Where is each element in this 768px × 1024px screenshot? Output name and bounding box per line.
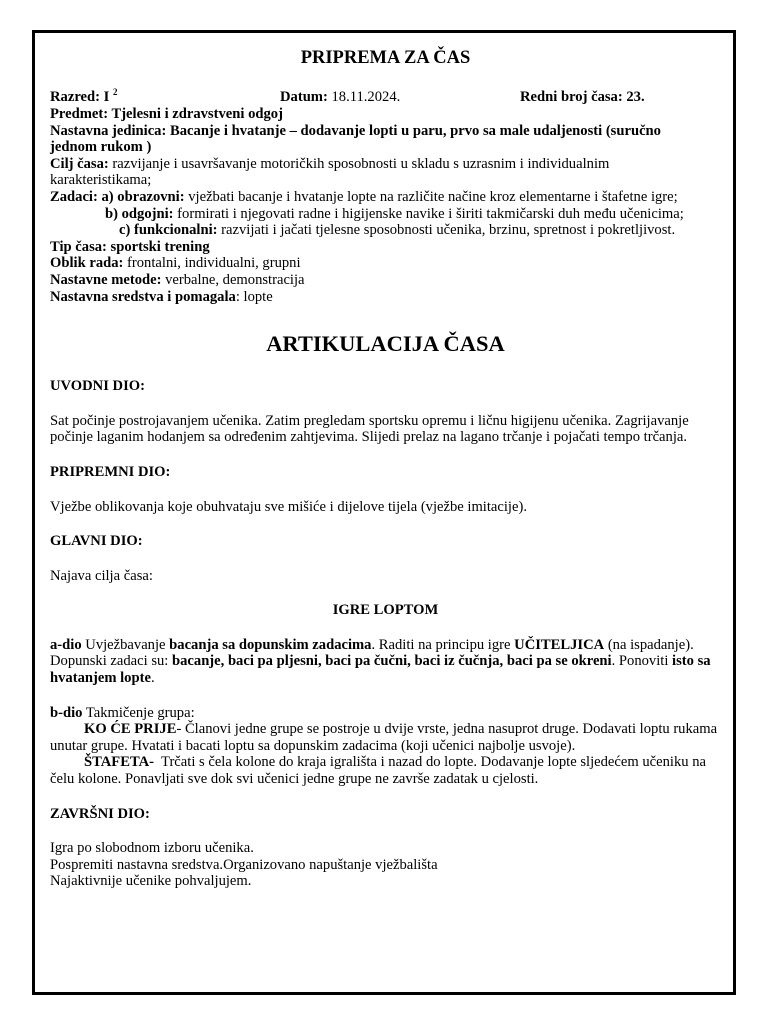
a-dio-bold: bacanje, baci pa pljesni, baci pa čučni, baci iz čučnja, baci pa se okreni — [172, 653, 612, 670]
zadaci-b-value: formirati i njegovati radne i higijenske navike i širiti takmičarski duh među učenicima; — [173, 205, 684, 222]
a-dio-text: . Raditi na principu igre — [371, 636, 515, 653]
spacer — [50, 515, 721, 533]
oblik-label: Oblik rada: — [50, 255, 124, 272]
a-dio-text: . Ponoviti — [611, 653, 673, 670]
zavrsni-heading: ZAVRŠNI DIO: — [50, 805, 150, 822]
zavrsni-line-3: Najaktivnije učenike pohvaljujem. — [50, 873, 252, 890]
sredstva-label: Nastavna sredstva i pomagala — [50, 288, 236, 305]
zadaci-a-label: a) obrazovni: — [97, 188, 185, 205]
jedinica-label: Nastavna jedinica: — [50, 122, 167, 139]
zavrsni-line-1: Igra po slobodnom izboru učenika. — [50, 840, 254, 857]
datum-label: Datum: — [280, 89, 328, 105]
a-dio-bold: bacanja sa dopunskim zadacima — [169, 636, 372, 653]
cilj-value: razvijanje i usavršavanje motoričkih sposobnosti u skladu s uzrasnim i individualnim — [108, 155, 610, 172]
spacer — [50, 446, 721, 464]
uvodni-text: Sat počinje postrojavanjem učenika. Zatim pregledam sportsku opremu i ličnu higijenu učenika. Zagrijavanje počinje laganim hodanjem sa određenim zahtjevima. Slijedi prelaz na lagano trčanje i pojačati tempo trčanja. — [50, 412, 689, 446]
glavni-intro: Najava cilja časa: — [50, 567, 153, 584]
a-dio-label: a-dio — [50, 636, 82, 653]
datum-value: 18.11.2024. — [327, 89, 401, 105]
tip-casa-line: Tip časa: sportski trening — [50, 238, 210, 255]
metode-value: verbalne, demonstracija — [161, 271, 305, 288]
page-border — [32, 30, 736, 995]
spacer — [50, 788, 721, 806]
a-dio-bold: isto sa hvatanjem lopte — [50, 653, 711, 687]
sredstva-value: : lopte — [235, 288, 273, 305]
nastavna-sredstva-line — [50, 289, 721, 306]
datum-field — [280, 89, 400, 106]
b-dio-line — [50, 705, 721, 722]
zadaci-b-line — [50, 206, 721, 223]
spacer — [50, 822, 721, 840]
artikulacija-title: ARTIKULACIJA ČASA — [266, 331, 505, 357]
razred-field — [50, 89, 117, 106]
spacer — [50, 481, 721, 499]
stafeta-paragraph — [50, 754, 721, 787]
razred-label: Razred: I — [50, 89, 110, 105]
a-dio-paragraph — [50, 637, 721, 687]
zadaci-c-label: c) funkcionalni: — [119, 222, 218, 239]
b-dio-text: Takmičenje grupa: — [82, 704, 195, 721]
document-title: PRIPREMA ZA ČAS — [300, 48, 471, 68]
predmet-label: Predmet: — [50, 106, 109, 122]
nastavna-jedinica-line — [50, 123, 721, 140]
oblik-value: frontalni, individualni, grupni — [123, 255, 301, 272]
glavni-heading: GLAVNI DIO: — [50, 533, 143, 550]
zadaci-b-label: b) odgojni: — [105, 205, 174, 222]
a-dio-bold: UČITELJICA — [514, 636, 605, 653]
razred-superscript: 2 — [112, 87, 118, 97]
spacer — [50, 550, 721, 568]
cilj-line — [50, 156, 721, 173]
spacer — [50, 687, 721, 705]
predmet-line — [50, 106, 721, 123]
metode-label: Nastavne metode: — [50, 271, 162, 288]
a-dio-text: (na ispadanje). Dopunski zadaci su: — [50, 636, 694, 670]
nastavna-jedinica-line-2: jednom rukom ) — [50, 139, 152, 156]
zadaci-a-line — [50, 189, 721, 206]
jedinica-value: Bacanje i hvatanje – dodavanje lopti u paru, prvo sa male udaljenosti (suručno — [166, 122, 661, 139]
pripremni-text: Vježbe oblikovanja koje obuhvataju sve mišiće i dijelove tijela (vježbe imitacije). — [50, 498, 527, 515]
cilj-label: Cilj časa: — [50, 155, 109, 172]
zadaci-c-line — [50, 222, 721, 239]
a-dio-text: Uvježbavanje — [81, 636, 170, 653]
a-dio-text: . — [150, 670, 155, 687]
spacer — [50, 395, 721, 413]
igre-loptom-title: IGRE LOPTOM — [332, 602, 439, 619]
ko-ce-prije-label: KO ĆE PRIJE — [84, 721, 177, 738]
predmet-value: Tjelesni i zdravstveni odgoj — [108, 106, 283, 122]
zavrsni-line-2: Pospremiti nastavna sredstva.Organizovano napuštanje vježbališta — [50, 856, 438, 873]
oblik-rada-line — [50, 255, 721, 272]
zadaci-c-value: razvijati i jačati tjelesne sposobnosti učenika, brzinu, spretnost i pokretljivost. — [217, 222, 676, 239]
uvodni-heading: UVODNI DIO: — [50, 378, 145, 395]
zadaci-a-value: vježbati bacanje i hvatanje lopte na različite načine kroz elementarne i štafetne igre; — [184, 188, 678, 205]
cilj-line-2: karakteristikama; — [50, 172, 152, 189]
zadaci-label: Zadaci: — [50, 188, 98, 205]
stafeta-text: Trčati s čela kolone do kraja igrališta i nazad do lopte. Dodavanje lopte sljedećem učeniku na čelu kolone. Ponavljati sve dok svi učenici jedne grupe ne završe zadatak u cjelosti. — [50, 754, 710, 788]
pripremni-heading: PRIPREMNI DIO: — [50, 463, 171, 480]
spacer — [50, 584, 721, 602]
nastavne-metode-line — [50, 272, 721, 289]
b-dio-label: b-dio — [50, 704, 83, 721]
header-row — [50, 89, 721, 106]
ko-ce-prije-paragraph — [50, 721, 721, 754]
stafeta-label: ŠTAFETA- — [84, 754, 155, 771]
ko-ce-prije-text: - Članovi jedne grupe se postroje u dvije vrste, jedna nasuprot druge. Dodavati loptu rukama unutar grupe. Hvatati i bacati loptu sa dopunskim zadacima (koji učenici najbolje usvoje). — [50, 721, 718, 754]
spacer — [50, 619, 721, 637]
document-body — [50, 47, 721, 890]
redni-broj-field: Redni broj časa: 23. — [520, 89, 645, 105]
